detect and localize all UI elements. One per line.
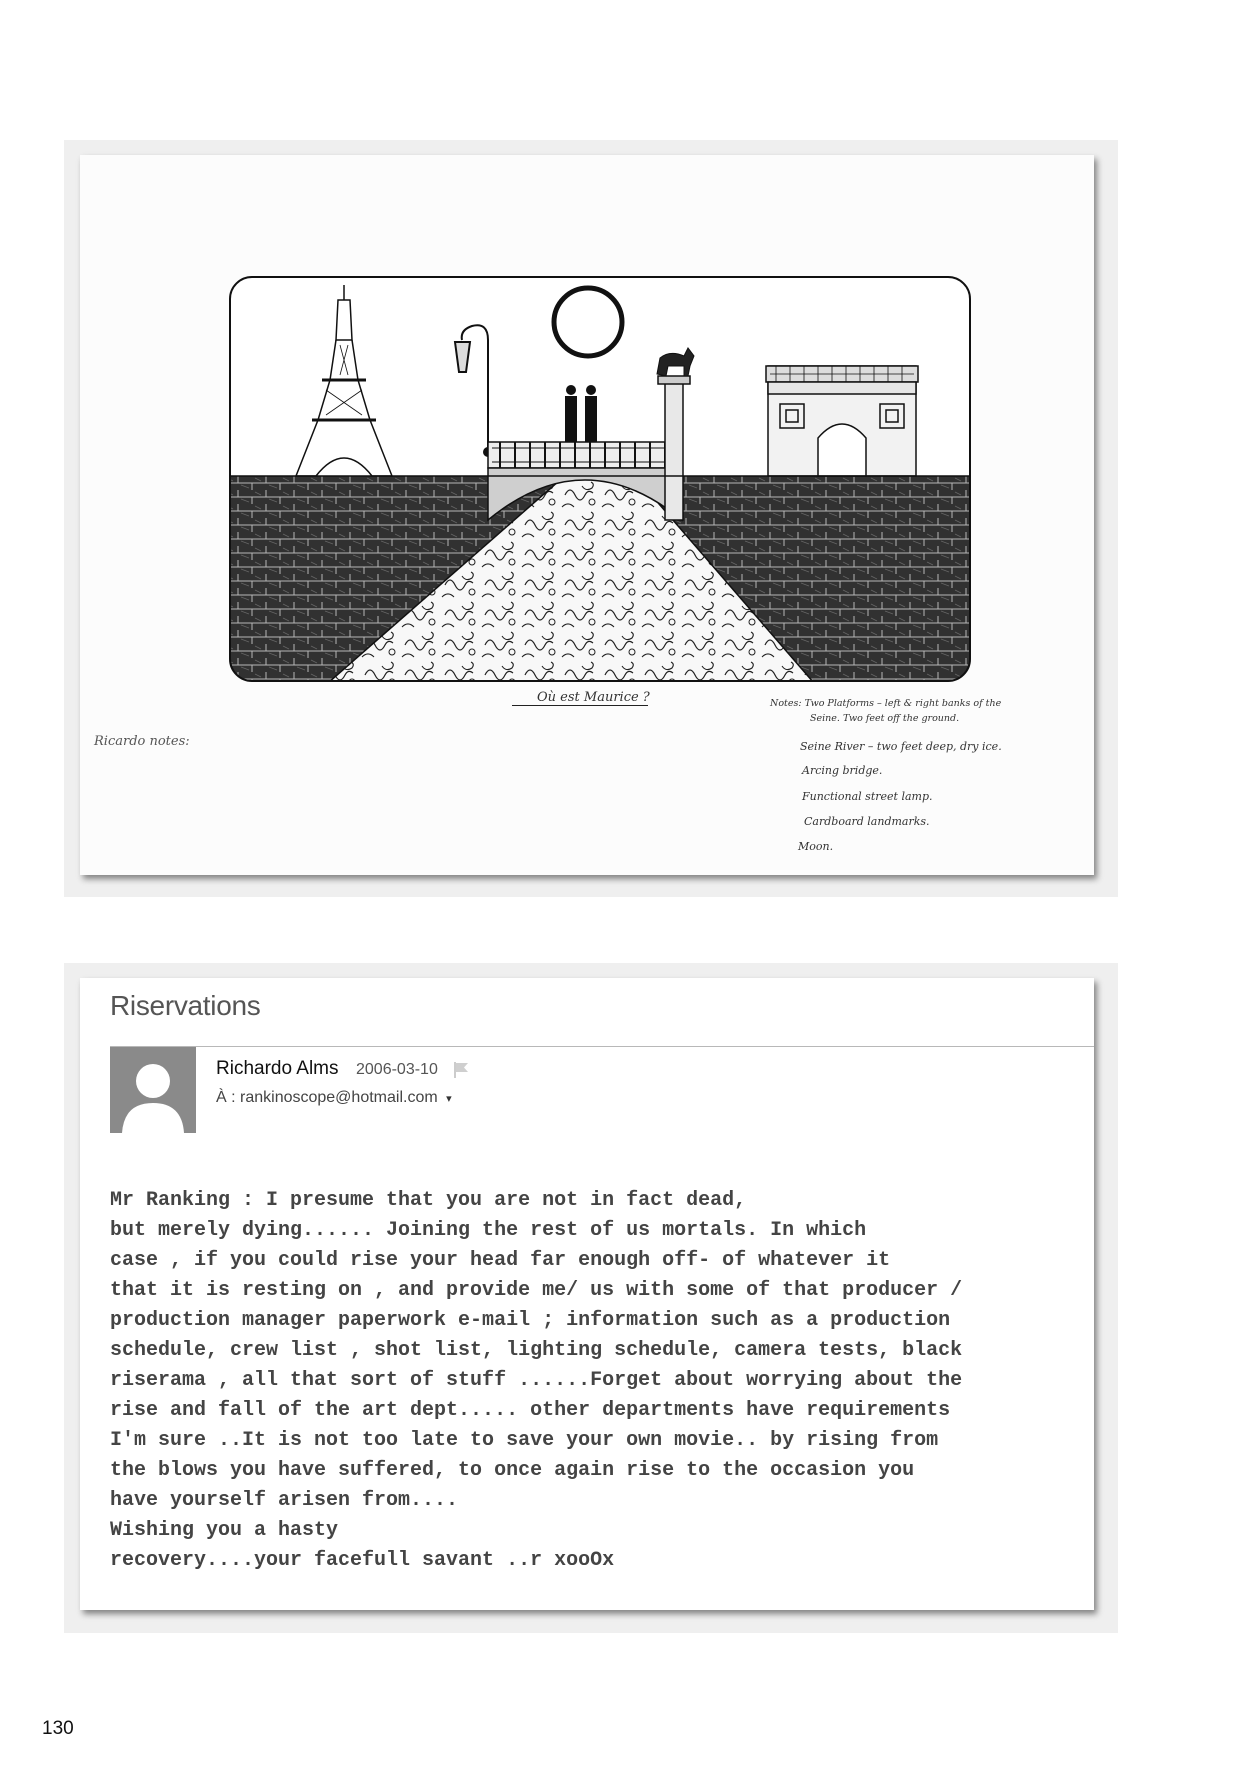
note-line-2: Seine. Two feet off the ground. <box>810 713 960 724</box>
page-number: 130 <box>42 1718 74 1739</box>
note-line-3: Seine River – two feet deep, dry ice. <box>800 740 1002 753</box>
note-line-7: Moon. <box>798 840 834 853</box>
flag-icon[interactable] <box>453 1061 471 1079</box>
caption-underline <box>512 705 648 706</box>
note-line-1: Notes: Two Platforms – left & right banks of the <box>770 698 1002 709</box>
note-line-4: Arcing bridge. <box>802 764 883 777</box>
sender-name[interactable]: Richardo Alms <box>216 1058 339 1079</box>
recipient-line <box>216 1089 452 1107</box>
expand-chevron-icon[interactable]: ▾ <box>446 1093 452 1105</box>
email-subject: Riservations <box>110 990 261 1021</box>
note-line-5: Functional street lamp. <box>802 790 933 803</box>
left-note: Ricardo notes: <box>94 734 190 749</box>
recipient-text: À : rankinoscope@hotmail.com <box>216 1089 438 1106</box>
subject-divider <box>110 1046 1094 1047</box>
drawing-caption: Où est Maurice ? <box>537 690 650 705</box>
email-body: Mr Ranking : I presume that you are not in fact dead, but merely dying...... Joining the rest of us mortals. In which case , if you could rise your head far enough off- of whatever it that it is resting on , and provide me/ us with some of that producer / production manager paperwork e-mail ; information such as a production schedule, crew list , shot list, lighting schedule, camera tests, black riserama , all that sort of stuff ......Forget about worrying about the rise and fall of the art dept..... other departments have requirements I'm sure ..It is not too late to save your own movie.. by rising from the blows you have suffered, to once again rise to the occasion you have yourself arisen from.... Wishing you a hasty recovery....your facefull savant ..r xooOx <box>110 1189 963 1572</box>
avatar-icon[interactable] <box>110 1047 196 1133</box>
note-line-6: Cardboard landmarks. <box>804 815 930 828</box>
arc-de-triomphe <box>766 366 918 476</box>
email-date: 2006-03-10 <box>356 1061 438 1078</box>
